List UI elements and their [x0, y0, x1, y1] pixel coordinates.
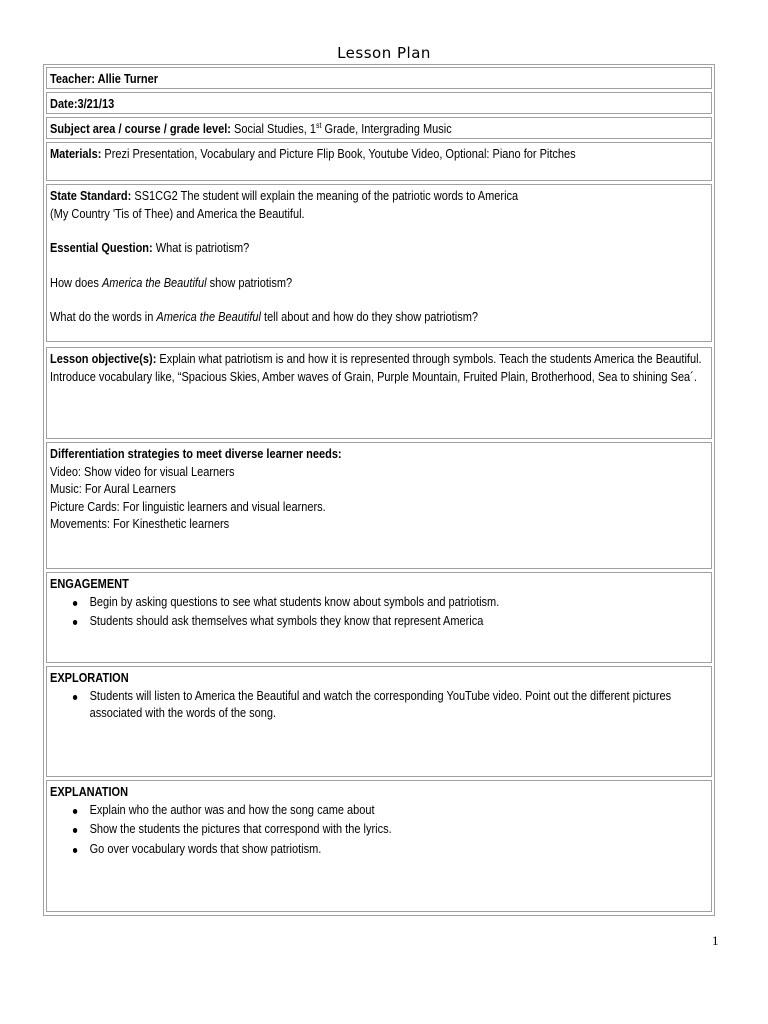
document-title: Lesson Plan [337, 44, 431, 62]
standard-label: State Standard: [50, 189, 132, 203]
subject-superscript: st [315, 121, 322, 130]
differentiation-item: Video: Show video for visual Learners [50, 464, 235, 479]
list-item: Go over vocabulary words that show patriotism. [50, 841, 708, 859]
differentiation-item: Music: For Aural Learners [50, 482, 176, 496]
standard-row [46, 184, 712, 342]
engagement-row [46, 572, 712, 663]
materials-label: Materials: [50, 147, 102, 161]
engagement-label: ENGAGEMENT [50, 577, 129, 591]
date-row [46, 92, 712, 114]
essential-question-text: What is patriotism? [152, 241, 250, 255]
explanation-label: EXPLANATION [50, 785, 129, 799]
subject-text-after: Grade, Intergrading Music [321, 122, 452, 136]
list-item: Begin by asking questions to see what students know about symbols and patriotism. [50, 594, 708, 612]
differentiation-label: Differentiation strategies to meet diverse learner needs: [50, 447, 342, 461]
list-item: Show the students the pictures that correspond with the lyrics. [50, 821, 708, 839]
question2-after: show patriotism? [206, 275, 293, 290]
differentiation-row [46, 442, 712, 569]
question3-after: tell about and how do they show patriotism? [260, 310, 479, 324]
materials-row [46, 142, 712, 181]
question3-before: What do the words in [50, 310, 157, 324]
question3-italic: America the Beautiful [156, 310, 261, 324]
objective-row [46, 347, 712, 439]
explanation-row [46, 780, 712, 912]
exploration-list [50, 688, 708, 723]
exploration-label: EXPLORATION [50, 671, 129, 685]
explanation-list [50, 802, 708, 859]
question2-before: How does [50, 275, 102, 290]
materials-text: Prezi Presentation, Vocabulary and Picture Flip Book, Youtube Video, Optional: Piano for Pitches [101, 147, 576, 161]
differentiation-item: Movements: For Kinesthetic learners [50, 517, 230, 531]
list-item: Explain who the author was and how the song came about [50, 802, 708, 820]
standard-line2: (My Country 'Tis of Thee) and America the Beautiful. [50, 206, 305, 221]
exploration-row [46, 666, 712, 777]
teacher-row [46, 67, 712, 89]
standard-line1: SS1CG2 The student will explain the meaning of the patriotic words to America [131, 189, 519, 203]
subject-label: Subject area / course / grade level: [50, 122, 231, 136]
question2-italic: America the Beautiful [101, 275, 207, 290]
list-item: Students should ask themselves what symbols they know that represent America [50, 613, 708, 631]
list-item: Students will listen to America the Beautiful and watch the corresponding YouTube video. Point out the different pictures associated with the words of the song. [50, 688, 708, 723]
objective-label: Lesson objective(s): [50, 352, 157, 366]
teacher-text: Teacher: Allie Turner [50, 72, 158, 86]
lesson-plan-table [43, 64, 715, 916]
differentiation-item: Picture Cards: For linguistic learners and visual learners. [50, 499, 326, 514]
page-number: 1 [712, 933, 719, 948]
subject-row [46, 117, 712, 139]
subject-text-before: Social Studies, 1 [230, 122, 316, 136]
date-text: Date:3/21/13 [50, 97, 115, 111]
essential-question-label: Essential Question: [50, 241, 153, 255]
engagement-list [50, 594, 708, 631]
objective-text: Explain what patriotism is and how it is represented through symbols. Teach the students America the Beautiful. Introduce vocabulary like, “Spacious Skies, Amber waves of Grain, Purple Mountain, Fruited Plain, Brotherhood, Sea to shining Sea´. [50, 352, 702, 384]
